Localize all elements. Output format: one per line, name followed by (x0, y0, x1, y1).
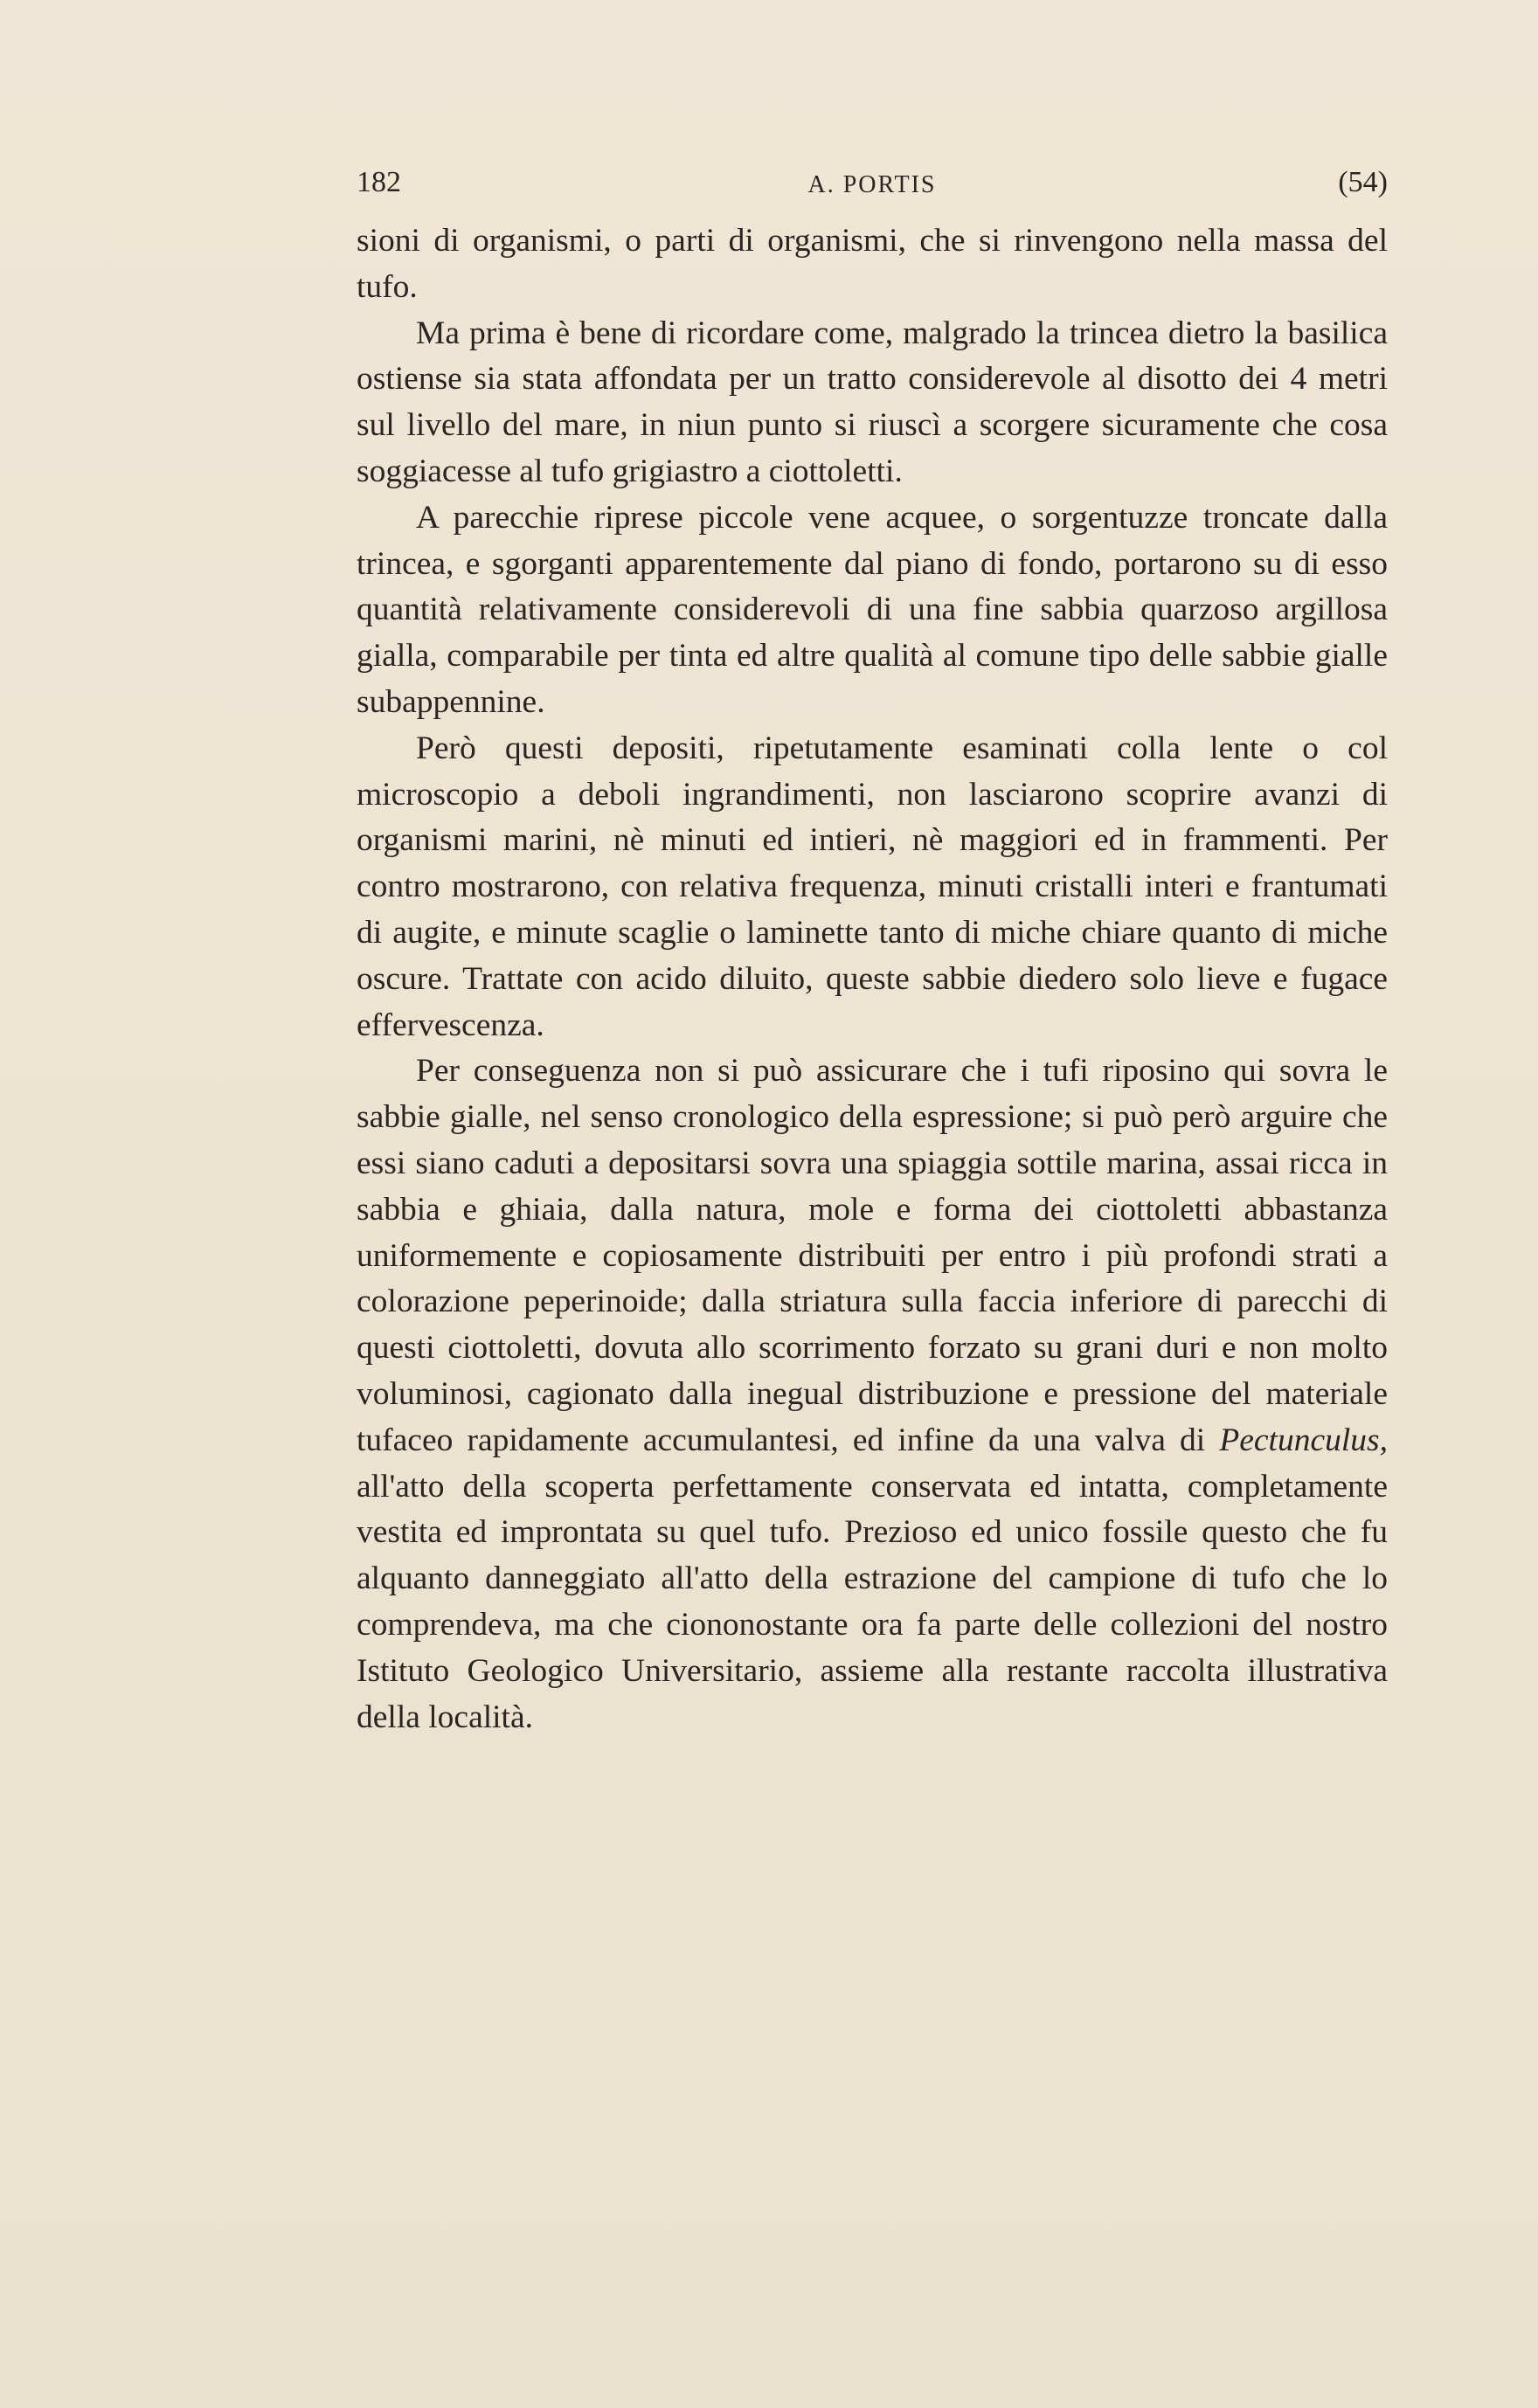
paragraph-continued: sioni di organismi, o parti di organismi, che si rinvengono nella massa del tufo. (357, 223, 1388, 305)
taxon-name: Pectunculus, (1219, 1422, 1388, 1458)
paragraph: Ma prima è bene di ricordare come, malgrado la trincea dietro la basilica ostiense sia stata affondata per un tratto considerevole al disotto dei 4 metri sul livello del mare, in niun punto si riuscì a scorgere sicuramente che cosa soggiacesse al tufo grigiastro a ciottoletti. (357, 315, 1388, 489)
paragraph: Però questi depositi, ripetutamente esaminati colla lente o col microscopio a deboli ingrandimenti, non lasciarono scoprire avanzi di organismi marini, nè minuti ed intieri, nè maggiori ed in frammenti. Per contro mostrarono, con relativa frequenza, minuti cristalli interi e frantumati di augite, e minute scaglie o laminette tanto di miche chiare quanto di miche oscure. Trattate con acido diluito, queste sabbie diedero solo lieve e fugace effervescenza. (357, 730, 1388, 1043)
page-header (357, 166, 1388, 210)
body-text (357, 218, 1388, 1740)
section-number: (54) (1338, 166, 1388, 198)
paragraph-text-part: all'atto della scoperta perfettamente conservata ed intatta, completamente vestita ed improntata su quel tufo. Prezioso ed unico fossile questo che fu alquanto danneggiato all'atto della estrazione del campione di tufo che lo comprendeva, ma che ciononostante ora fa parte delle collezioni del nostro Istituto Geologico Universitario, assieme alla restante raccolta illustrativa della località. (357, 1468, 1388, 1735)
paragraph-last (357, 1048, 1388, 1740)
page-number: 182 (357, 166, 401, 198)
paragraph: A parecchie riprese piccole vene acquee, o sorgentuzze troncate dalla trincea, e sgorganti apparentemente dal piano di fondo, portarono su di esso quantità relativamente considerevoli di una fine sabbia quarzoso argillosa gialla, comparabile per tinta ed altre qualità al comune tipo delle sabbie gialle subappennine. (357, 499, 1388, 720)
running-head: A. PORTIS (807, 171, 937, 198)
paragraph-text-part: Per conseguenza non si può assicurare che i tufi riposino qui sovra le sabbie gialle, nel senso cronologico della espressione; si può però arguire che essi siano caduti a depositarsi sovra una spiaggia sottile marina, assai ricca in sabbia e ghiaia, dalla natura, mole e forma dei ciottoletti abbastanza uniformemente e copiosamente distribuiti per entro i più profondi strati a colorazione peperinoide; dalla striatura sulla faccia inferiore di parecchi di questi ciottoletti, dovuta allo scorrimento forzato su grani duri e non molto voluminosi, cagionato dalla inegual distribuzione e pressione del materiale tufaceo rapidamente accumulantesi, ed infine da una valva di (357, 1053, 1388, 1458)
